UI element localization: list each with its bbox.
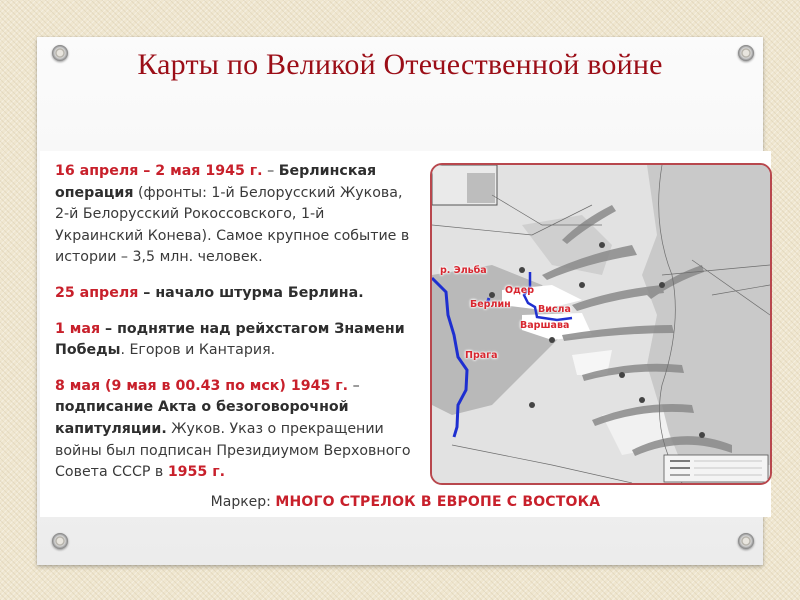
content-panel <box>40 151 771 517</box>
grommet-bottom-right-icon <box>738 533 754 549</box>
detail-berlin-operation: (фронты: 1-й Белорусский Жукова, 2-й Белорусский Рокоссовского, 1-й Украинский Конева). Самое крупное событие в истории – 3,5 млн. человек. <box>55 184 410 266</box>
event-assault-berlin: – начало штурма Берлина. <box>138 284 364 301</box>
dash: – <box>262 163 279 179</box>
detail-surrender: Жуков. Указ о прекращении войны был подписан Президиумом Верховного Совета СССР в <box>55 420 411 481</box>
slide-title: Карты по Великой Отечественной войне <box>137 48 663 81</box>
map-label-vistula: Висла <box>538 304 571 315</box>
map-label-oder: Одер <box>505 285 534 296</box>
paragraph-berlin-operation <box>55 161 415 269</box>
date-assault-berlin: 25 апреля <box>55 284 139 301</box>
paragraph-surrender <box>55 376 415 484</box>
date-victory-banner: 1 мая <box>55 320 101 337</box>
map-label-warsaw: Варшава <box>520 320 570 331</box>
map-label-prague: Прага <box>465 350 498 361</box>
detail-victory-banner: . Егоров и Кантария. <box>120 342 276 359</box>
date-surrender: 8 мая (9 мая в 00.43 по мск) 1945 г. <box>55 377 349 394</box>
year-decree: 1955 г. <box>167 464 226 481</box>
dash: – <box>348 377 360 394</box>
map-label-berlin: Берлин <box>470 299 511 310</box>
marker-text: МНОГО СТРЕЛОК В ЕВРОПЕ С ВОСТОКА <box>275 494 601 510</box>
map-graphic <box>432 165 770 483</box>
date-berlin-operation: 16 апреля – 2 мая 1945 г. <box>55 163 263 179</box>
paragraph-victory-banner <box>55 319 415 362</box>
text-column <box>55 161 415 498</box>
map-label-elbe: р. Эльба <box>440 265 487 276</box>
marker-caption <box>40 494 771 510</box>
event-surrender: подписание Акта о безоговорочной капитуляции. <box>55 399 349 437</box>
war-map-image <box>430 163 772 485</box>
event-berlin-operation: Берлинская операция <box>55 163 377 201</box>
grommet-bottom-left-icon <box>52 533 68 549</box>
event-victory-banner: – поднятие над рейхстагом Знамени Победы <box>55 320 405 359</box>
paragraph-assault-berlin <box>55 283 415 305</box>
marker-prefix: Маркер: <box>210 494 276 510</box>
